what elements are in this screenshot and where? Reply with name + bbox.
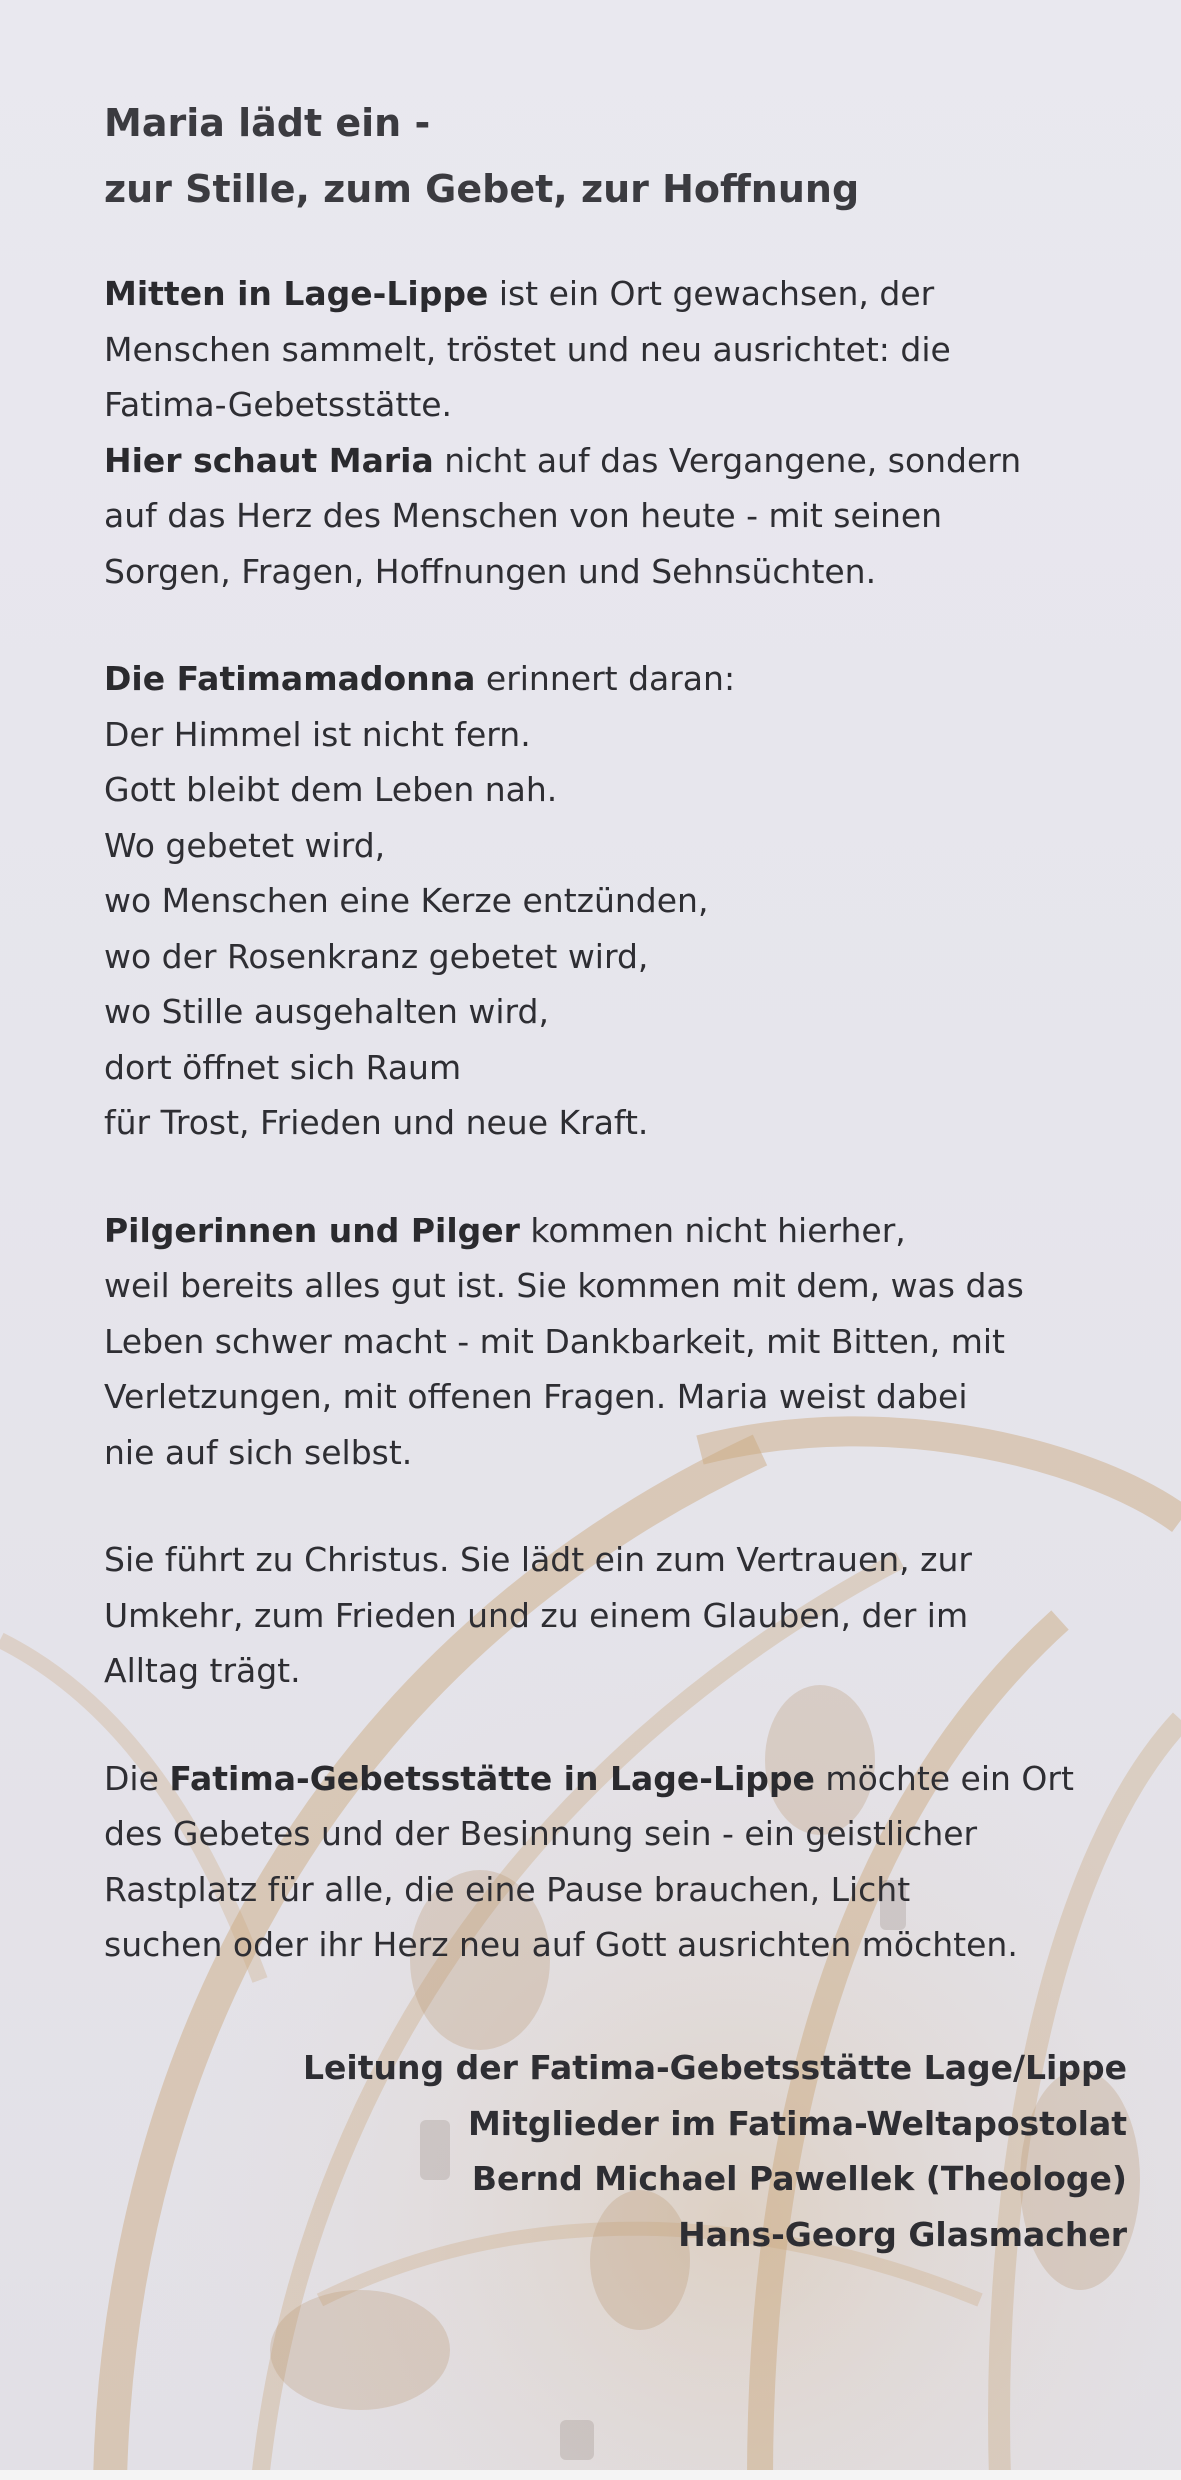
signature-line: Mitglieder im Fatima-Weltapostolat [467, 2103, 1127, 2143]
text-line: auf das Herz des Menschen von heute - mit seinen [104, 496, 943, 535]
text-line: Menschen sammelt, tröstet und neu ausrichtet: die [104, 329, 951, 369]
text-span: nicht auf das Vergangene, sondern [433, 440, 1022, 480]
signature-block [303, 2040, 1127, 2262]
text-line: Sie führt zu Christus. Sie lädt ein zum Vertrauen, zur [104, 1540, 972, 1579]
page-title [104, 90, 1134, 222]
text-line: weil bereits alles gut ist. Sie kommen mit dem, was das [104, 1266, 1024, 1305]
main-text [104, 90, 1134, 2025]
text-line: Verletzungen, mit offenen Fragen. Maria weist dabei [104, 1377, 968, 1416]
pilgrims-emphasis: Pilgerinnen und Pilger [104, 1210, 520, 1250]
text-line: Alltag trägt. [104, 1651, 301, 1690]
signature-line: Bernd Michael Pawellek (Theologe) [471, 2159, 1127, 2198]
signature-line: Hans-Georg Glasmacher [678, 2214, 1127, 2254]
text-line: nie auf sich selbst. [104, 1432, 413, 1472]
intro-emphasis: Mitten in Lage-Lippe [104, 274, 489, 313]
text-line: des Gebetes und der Besinnung sein - ein geistlicher [104, 1814, 978, 1853]
paragraph-place [104, 1751, 1134, 1973]
paragraph-intro [104, 266, 1134, 599]
text-line: wo Menschen eine Kerze entzünden, [104, 881, 709, 920]
paragraph-christ [104, 1532, 1134, 1699]
text-line: Sorgen, Fragen, Hoffnungen und Sehnsüchten. [104, 551, 877, 591]
text-line: Rastplatz für alle, die eine Pause brauchen, Licht [104, 1869, 911, 1909]
scan-edge [0, 2470, 1181, 2480]
text-span: möchte ein Ort [814, 1758, 1074, 1798]
text-span: erinnert daran: [475, 659, 736, 698]
paragraph-madonna [104, 651, 1134, 1151]
text-line: wo Stille ausgehalten wird, [104, 992, 549, 1031]
text-span: ist ein Ort gewachsen, der [488, 274, 935, 313]
signature-line: Leitung der Fatima-Gebetsstätte Lage/Lippe [303, 2048, 1127, 2087]
text-span: Die [104, 1758, 170, 1798]
text-line: Leben schwer macht - mit Dankbarkeit, mit Bitten, mit [104, 1321, 1005, 1361]
maria-emphasis: Hier schaut Maria [104, 440, 434, 480]
paragraph-pilgrims [104, 1203, 1134, 1481]
place-emphasis: Fatima-Gebetsstätte in Lage-Lippe [169, 1758, 815, 1798]
text-line: Der Himmel ist nicht fern. [104, 714, 531, 754]
title-line-2: zur Stille, zum Gebet, zur Hoffnung [104, 167, 860, 211]
text-line: wo der Rosenkranz gebetet wird, [104, 936, 649, 976]
text-line: Gott bleibt dem Leben nah. [104, 770, 558, 809]
text-span: kommen nicht hierher, [519, 1210, 906, 1250]
text-line: Umkehr, zum Frieden und zu einem Glauben, der im [104, 1595, 969, 1635]
madonna-emphasis: Die Fatimamadonna [104, 659, 476, 698]
text-line: Wo gebetet wird, [104, 825, 386, 865]
title-line-1: Maria lädt ein - [104, 101, 431, 145]
text-line: für Trost, Frieden und neue Kraft. [104, 1103, 649, 1142]
text-line: suchen oder ihr Herz neu auf Gott ausrichten möchten. [104, 1925, 1018, 1964]
text-line: Fatima-Gebetsstätte. [104, 385, 453, 424]
text-line: dort öffnet sich Raum [104, 1047, 462, 1087]
